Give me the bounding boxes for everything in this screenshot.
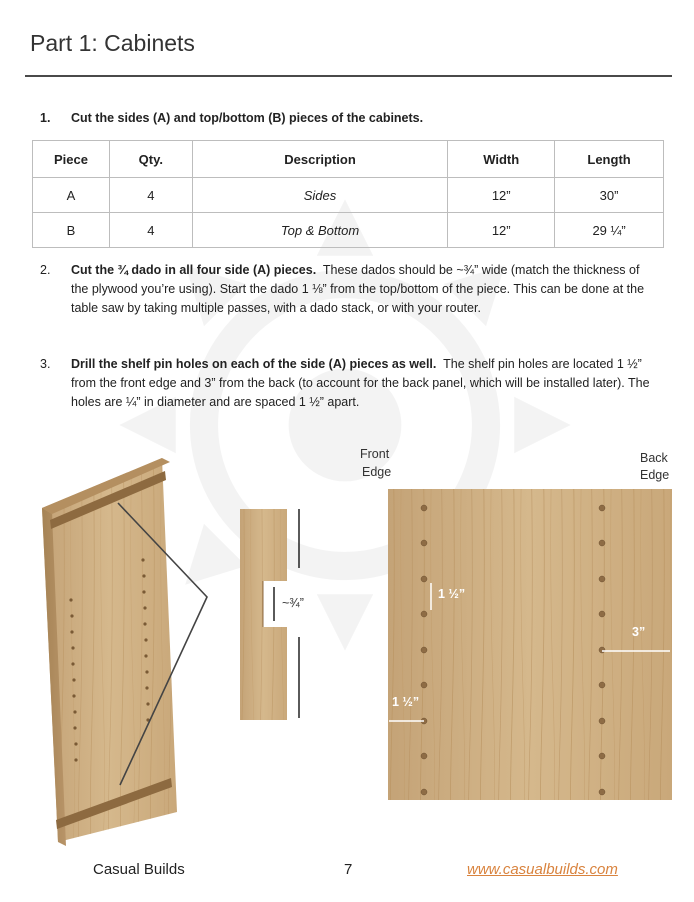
cell-length: 29 ¼” [555, 213, 664, 248]
back-offset-label: 3” [632, 625, 646, 639]
cell-piece: A [33, 178, 110, 213]
step-1-number: 1. [40, 111, 51, 125]
back-edge-label-line2: Edge [640, 468, 670, 482]
header-length: Length [555, 141, 664, 178]
spacing-label: 1 ½” [438, 587, 466, 601]
page-number: 7 [344, 861, 353, 878]
shelf-pin-figure [0, 440, 694, 860]
back-edge-label-line1: Back [640, 451, 668, 465]
cut-list-table [32, 140, 664, 248]
side-panel-iso [42, 458, 207, 846]
step-2-number: 2. [40, 263, 51, 277]
figure-drawing [0, 440, 694, 860]
website-link[interactable]: www.casualbuilds.com [467, 861, 618, 878]
cell-length: 30” [555, 178, 664, 213]
table-row [33, 178, 664, 213]
header-qty: Qty. [109, 141, 192, 178]
page-title: Part 1: Cabinets [30, 30, 195, 56]
title-divider [25, 75, 672, 77]
cell-description: Sides [192, 178, 448, 213]
table-header-row [33, 141, 664, 178]
step-3-lead: Drill the shelf pin holes on each of the side (A) pieces as well. [71, 357, 437, 371]
step-2-lead: Cut the ¾ dado in all four side (A) pieces. [71, 263, 317, 277]
step-3-text: The shelf pin holes are located 1 ½” from the front edge and 3” from the back (to account for the back panel, which will be installed later). The holes are ¼” in diameter and are spaced 1 ½” apart. [71, 357, 650, 409]
header-width: Width [448, 141, 555, 178]
front-offset-label: 1 ½” [392, 695, 420, 709]
panel-face-view [388, 489, 672, 800]
cell-width: 12” [448, 178, 555, 213]
front-edge-label-line1: Front [360, 447, 390, 461]
front-edge-label-line2: Edge [362, 465, 392, 479]
header-piece: Piece [33, 141, 110, 178]
step-1 [40, 111, 423, 125]
cell-width: 12” [448, 213, 555, 248]
dado-detail [240, 509, 299, 720]
step-2 [40, 261, 660, 317]
dado-width-label: ~¾” [282, 596, 304, 610]
table-row [33, 213, 664, 248]
step-1-text: Cut the sides (A) and top/bottom (B) pieces of the cabinets. [71, 111, 424, 125]
step-3-number: 3. [40, 357, 51, 371]
step-3 [40, 355, 660, 411]
cell-qty: 4 [109, 213, 192, 248]
footer-brand: Casual Builds [93, 861, 185, 878]
header-description: Description [192, 141, 448, 178]
step-2-text: These dados should be ~¾” wide (match the thickness of the plywood you’re using). Start the dado 1 ⅛” from the top/bottom of the piece. This can be done at the table saw by taking multiple passes, with a dado stack, or with your router. [71, 263, 645, 315]
cell-qty: 4 [109, 178, 192, 213]
cell-piece: B [33, 213, 110, 248]
cell-description: Top & Bottom [192, 213, 448, 248]
